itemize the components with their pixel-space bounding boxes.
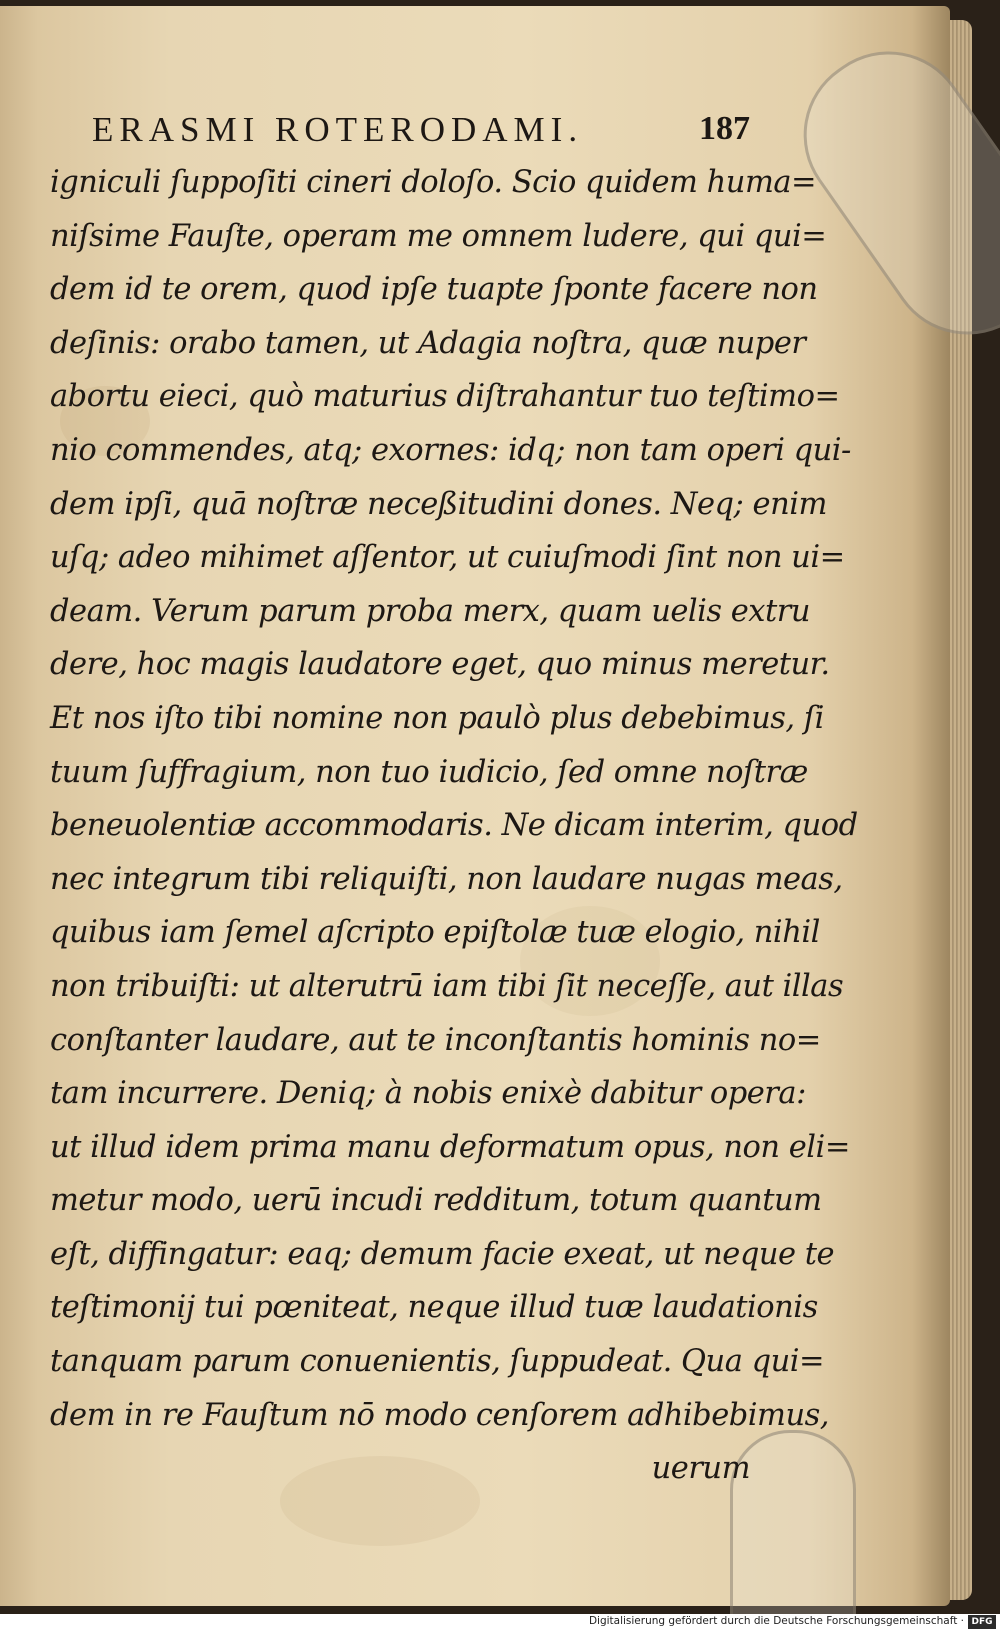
text-line: non tribuiſti: ut alterutrū iam tibi ſit neceſſe, aut illas	[50, 968, 844, 1004]
text-block	[50, 106, 858, 1496]
text-line: conſtanter laudare, aut te inconſtantis hominis no=	[50, 1022, 821, 1058]
dfg-logo: DFG	[968, 1615, 996, 1629]
text-line: nio commendes, atq; exornes: idq; non tam operi qui-	[50, 432, 851, 468]
text-line: nec integrum tibi reliquiſti, non laudare nugas meas,	[50, 861, 843, 897]
footer-bar	[0, 1614, 1000, 1631]
text-line: teſtimonij tui pœniteat, neque illud tuæ laudationis	[50, 1290, 818, 1326]
text-line: tuum ſuffragium, non tuo iudicio, ſed omne noſtræ	[50, 754, 808, 790]
funding-credit: Digitalisierung gefördert durch die Deutsche Forschungsgemeinschaft ·	[588, 1615, 964, 1627]
running-head	[50, 106, 750, 156]
text-line: dere, hoc magis laudatore eget, quo minus meretur.	[50, 647, 830, 683]
text-line: eſt, diffingatur: eaq; demum facie exeat, ut neque te	[50, 1236, 835, 1272]
text-line: igniculi ſuppoſiti cineri doloſo. Scio quidem huma=	[50, 165, 817, 200]
text-line: quibus iam ſemel aſcripto epiſtolæ tuæ elogio, nihil	[50, 915, 820, 951]
text-line: dem in re Fauſtum nō modo cenſorem adhibebimus,	[50, 1397, 829, 1433]
text-line: abortu eieci, quò maturius diſtrahantur tuo teſtimo=	[50, 379, 840, 415]
text-line: tanquam parum conuenientis, ſuppudeat. Qua qui=	[50, 1344, 825, 1380]
text-line: uſq; adeo mihimet aſſentor, ut cuiuſmodi ſint non ui=	[50, 540, 845, 576]
text-line: niſsime Fauſte, operam me omnem ludere, qui qui=	[50, 218, 827, 254]
text-line: dem ipſi, quā noſtræ neceßitudini dones. Neq; enim	[50, 486, 827, 522]
text-line: Et nos iſto tibi nomine non paulò plus debebimus, ſi	[50, 700, 824, 736]
catchword: uerum	[651, 1451, 750, 1487]
running-head-title: ERASMI ROTERODAMI.	[92, 110, 584, 149]
text-line: metur modo, uerū incudi redditum, totum quantum	[50, 1183, 822, 1219]
text-line: beneuolentiæ accommodaris. Ne dicam interim, quod	[50, 808, 858, 844]
text-line: dem id te orem, quod ipſe tuapte ſponte facere non	[50, 272, 818, 308]
text-line: deſinis: orabo tamen, ut Adagia noſtra, quæ nuper	[50, 325, 806, 361]
body-text	[50, 156, 858, 1496]
text-line: tam incurrere. Deniq; à nobis enixè dabitur opera:	[50, 1076, 806, 1112]
page-number: 187	[699, 110, 750, 147]
text-line: ut illud idem prima manu deformatum opus, non eli=	[50, 1129, 850, 1165]
text-line: deam. Verum parum proba merx, quam uelis extru	[50, 593, 810, 629]
